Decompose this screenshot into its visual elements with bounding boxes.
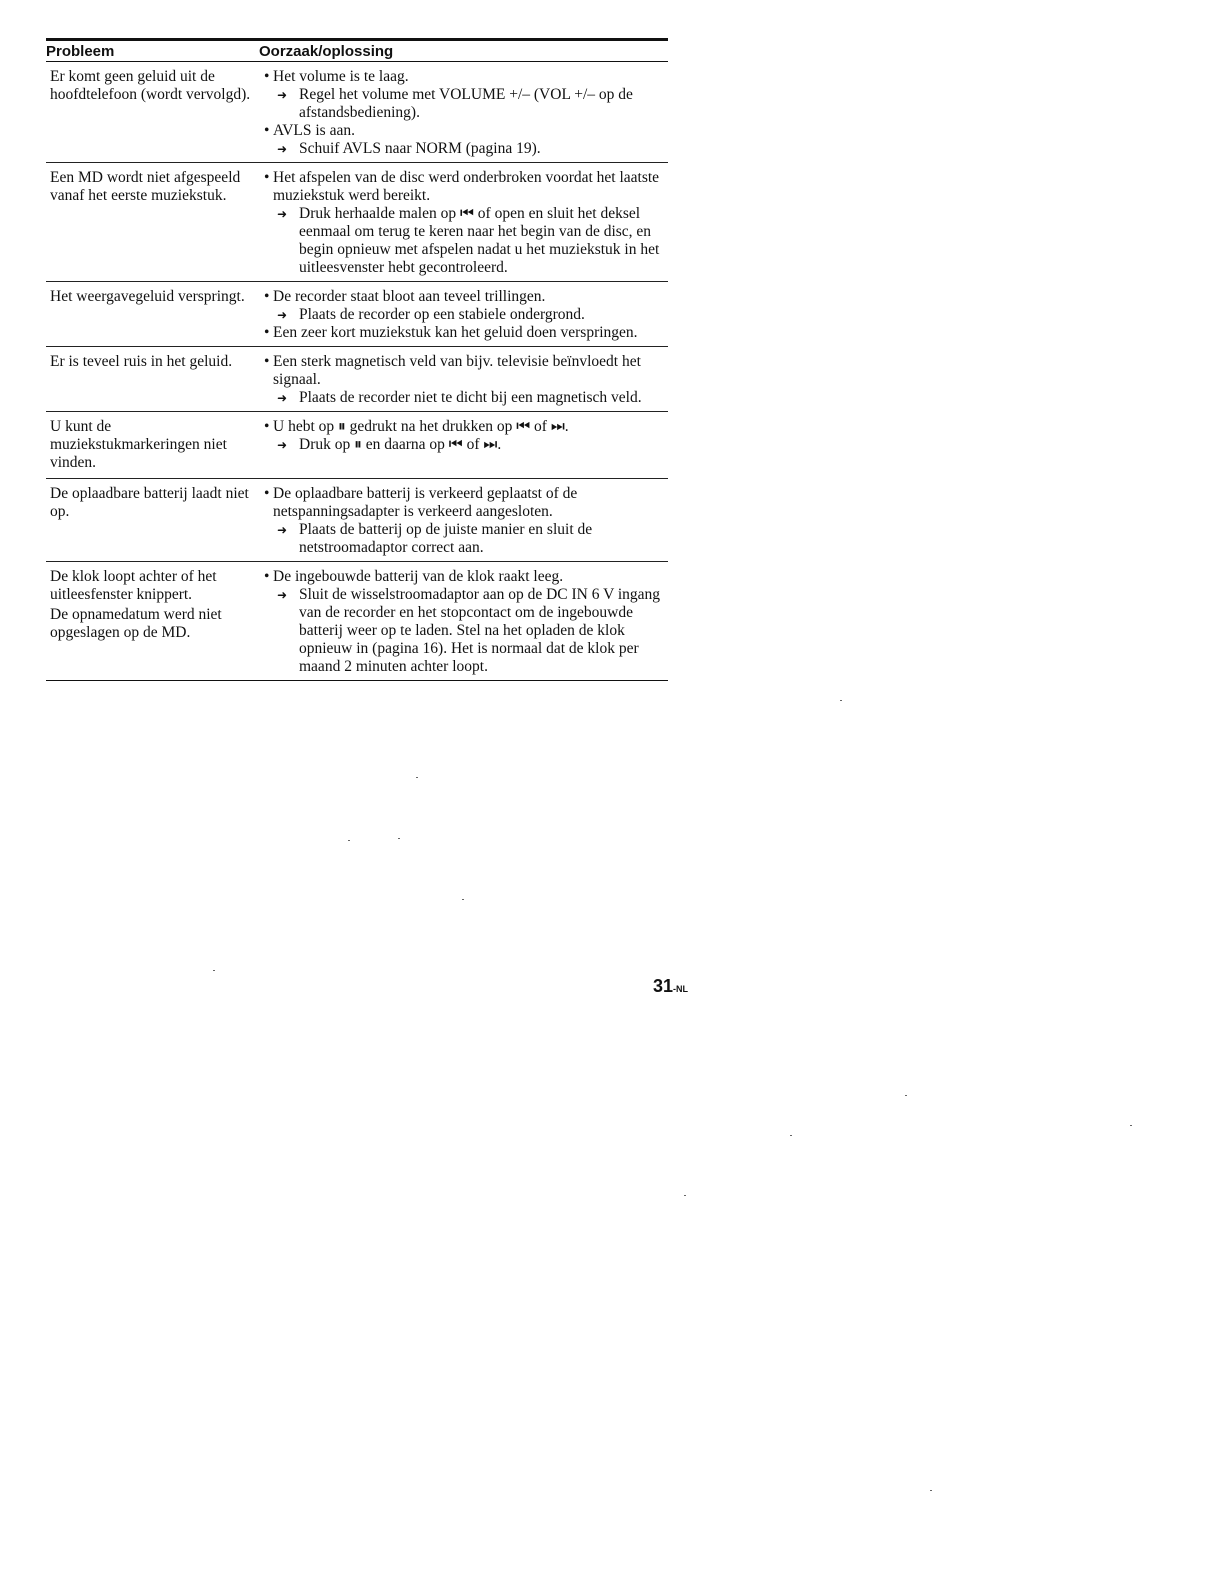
remedy-item — [259, 140, 668, 158]
problem-text: De oplaadbare batterij laadt niet op. — [50, 485, 249, 520]
table-body — [46, 62, 668, 681]
problem-text: De opnamedatum werd niet opgeslagen op de MD. — [50, 606, 222, 641]
page-number — [653, 976, 688, 997]
top-rule — [46, 38, 668, 41]
scan-speck — [905, 1095, 907, 1096]
problem-cell — [46, 418, 259, 474]
cause-item — [259, 288, 668, 306]
cause-item — [259, 68, 668, 86]
scan-speck — [348, 840, 350, 841]
cause-text: U hebt op ⏸ gedrukt na het drukken op ⏮ of ⏭. — [273, 418, 569, 435]
remedy-text: Druk herhaalde malen op ⏮ of open en sluit het deksel eenmaal om terug te keren naar het begin van de disc, en begin opnieuw met afspelen nadat u het muziekstuk in het uitleesvenster hebt gecontroleerd. — [299, 205, 660, 276]
cause-text: Het afspelen van de disc werd onderbroken voordat het laatste muziekstuk werd bereikt. — [273, 169, 660, 204]
arrow-right-icon: ➜ — [277, 391, 288, 405]
remedy-text: Plaats de recorder op een stabiele ondergrond. — [299, 306, 585, 323]
solution-cell — [259, 568, 668, 676]
problem-text: Een MD wordt niet afgespeeld vanaf het eerste muziekstuk. — [50, 169, 241, 204]
problem-text: Het weergavegeluid verspringt. — [50, 288, 245, 305]
table-row — [46, 562, 668, 681]
scan-speck — [213, 970, 215, 971]
scan-speck — [930, 1490, 932, 1491]
bullet-icon: • — [264, 568, 270, 585]
remedy-item — [259, 436, 668, 454]
remedy-item — [259, 86, 668, 122]
table-row — [46, 412, 668, 479]
scan-speck — [416, 777, 418, 778]
arrow-right-icon: ➜ — [277, 142, 288, 156]
remedy-item — [259, 586, 668, 676]
bullet-icon: • — [264, 122, 270, 139]
bullet-icon: • — [264, 288, 270, 305]
scan-speck — [1130, 1125, 1132, 1126]
page-number-value: 31 — [653, 976, 674, 996]
arrow-right-icon: ➜ — [277, 308, 288, 322]
cause-item — [259, 324, 668, 342]
table-header — [46, 43, 668, 62]
problem-cell — [46, 68, 259, 158]
scan-speck — [462, 899, 464, 900]
cause-item — [259, 418, 668, 436]
remedy-item — [259, 521, 668, 557]
solution-cell — [259, 68, 668, 158]
solution-cell — [259, 288, 668, 342]
table-row — [46, 347, 668, 412]
cause-item — [259, 169, 668, 205]
solution-cell — [259, 169, 668, 277]
scan-speck — [684, 1195, 686, 1196]
remedy-text: Plaats de recorder niet te dicht bij een magnetisch veld. — [299, 389, 642, 406]
problem-text: Er is teveel ruis in het geluid. — [50, 353, 233, 370]
bullet-icon: • — [264, 169, 270, 186]
arrow-right-icon: ➜ — [277, 523, 288, 537]
cause-text: Het volume is te laag. — [273, 68, 409, 85]
cause-text: Een zeer kort muziekstuk kan het geluid doen verspringen. — [273, 324, 638, 341]
arrow-right-icon: ➜ — [277, 588, 288, 602]
problem-cell — [46, 288, 259, 342]
bullet-icon: • — [264, 324, 270, 341]
remedy-text: Plaats de batterij op de juiste manier en sluit de netstroomadaptor correct aan. — [299, 521, 593, 556]
problem-text: U kunt de muziekstukmarkeringen niet vinden. — [50, 418, 227, 471]
arrow-right-icon: ➜ — [277, 207, 288, 221]
page-number-suffix: -NL — [673, 984, 689, 994]
arrow-right-icon: ➜ — [277, 88, 288, 102]
remedy-item — [259, 389, 668, 407]
table-row — [46, 62, 668, 163]
cause-text: Een sterk magnetisch veld van bijv. televisie beïnvloedt het signaal. — [273, 353, 641, 388]
cause-item — [259, 122, 668, 140]
scan-speck — [398, 838, 400, 839]
problem-text: Er komt geen geluid uit de hoofdtelefoon (wordt vervolgd). — [50, 68, 251, 103]
scan-speck — [790, 1135, 792, 1136]
table-row — [46, 479, 668, 562]
table-row — [46, 163, 668, 282]
remedy-text: Druk op ⏸ en daarna op ⏮ of ⏭. — [299, 436, 502, 453]
bullet-icon: • — [264, 353, 270, 370]
bullet-icon: • — [264, 485, 270, 502]
problem-cell — [46, 353, 259, 407]
problem-cell — [46, 568, 259, 676]
bullet-icon: • — [264, 418, 270, 435]
table-row — [46, 282, 668, 347]
problem-cell — [46, 485, 259, 557]
remedy-text: Schuif AVLS naar NORM (pagina 19). — [299, 140, 541, 157]
solution-cell — [259, 418, 668, 474]
cause-item — [259, 568, 668, 586]
bullet-icon: • — [264, 68, 270, 85]
remedy-item — [259, 306, 668, 324]
cause-text: De ingebouwde batterij van de klok raakt leeg. — [273, 568, 564, 585]
cause-text: AVLS is aan. — [273, 122, 355, 139]
remedy-item — [259, 205, 668, 277]
solution-cell — [259, 485, 668, 557]
arrow-right-icon: ➜ — [277, 438, 288, 452]
cause-item — [259, 485, 668, 521]
problem-cell — [46, 169, 259, 277]
cause-text: De recorder staat bloot aan teveel trillingen. — [273, 288, 546, 305]
header-problem: Probleem — [46, 43, 259, 62]
cause-text: De oplaadbare batterij is verkeerd geplaatst of de netspanningsadapter is verkeerd aangesloten. — [273, 485, 578, 520]
remedy-text: Sluit de wisselstroomadaptor aan op de DC IN 6 V ingang van de recorder en het stopcontact om de ingebouwde batterij weer op te laden. Stel na het opladen de klok opnieuw in (pagina 16). Het is normaal dat de klok per maand 2 minuten achter loopt. — [299, 586, 661, 675]
troubleshooting-table — [46, 38, 668, 681]
header-solution: Oorzaak/oplossing — [259, 43, 668, 62]
solution-cell — [259, 353, 668, 407]
problem-text: De klok loopt achter of het uitleesfenster knippert. — [50, 568, 217, 603]
cause-item — [259, 353, 668, 389]
scan-speck — [840, 700, 842, 701]
remedy-text: Regel het volume met VOLUME +/– (VOL +/– op de afstandsbediening). — [299, 86, 633, 121]
